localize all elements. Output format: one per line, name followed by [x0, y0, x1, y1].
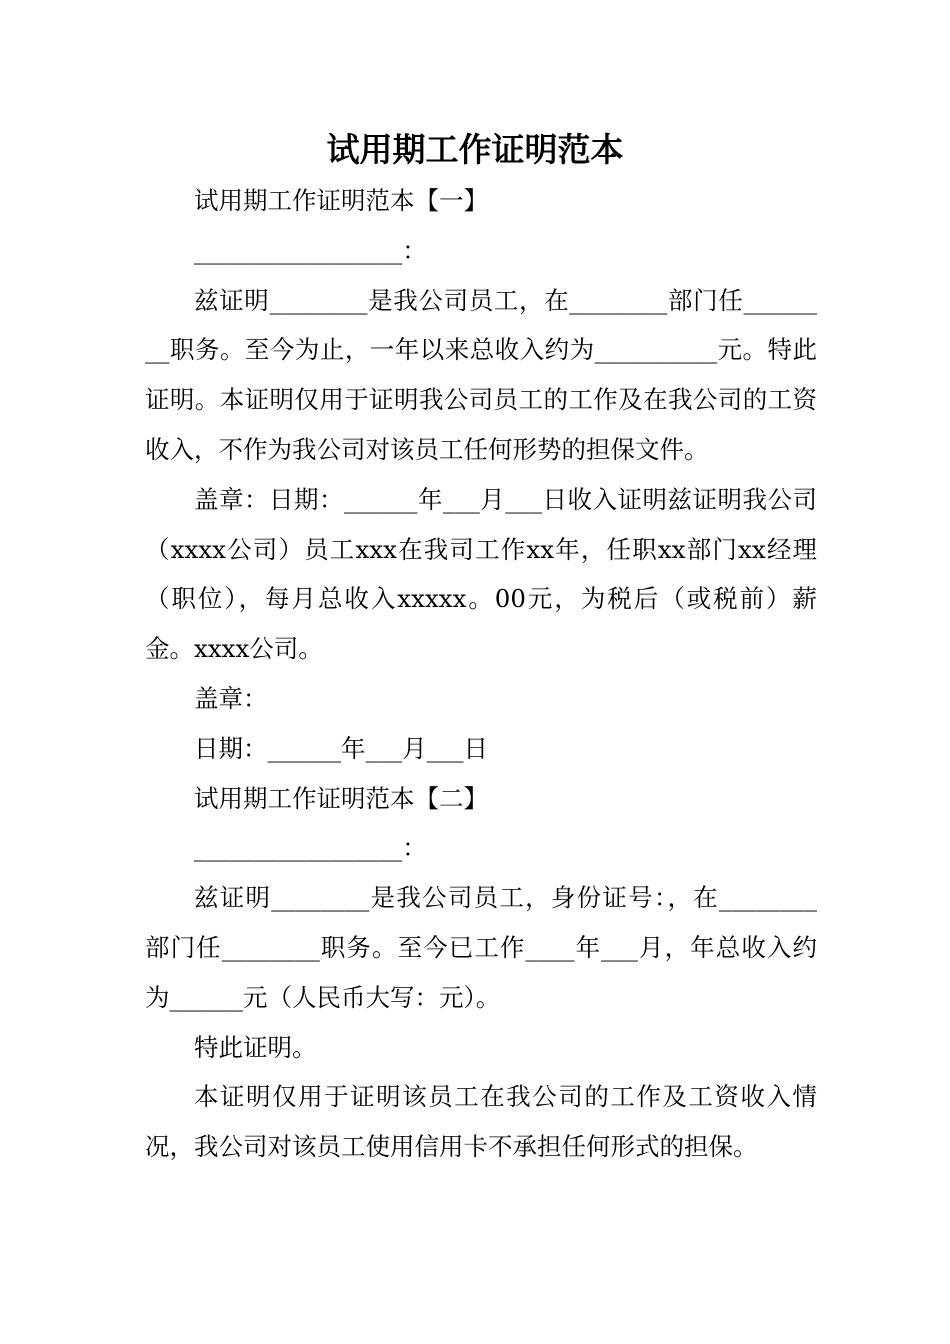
addressee-line-one: _________________：: [194, 235, 427, 265]
certificate-paragraph-one: 兹证明________是我公司员工，在________部门任________职务。至今为止，一年以来总收入约为__________元。特此证明。本证明仅用于证明我公司员工的工作及在我公司的工资收入，不作为我公司对该员工任何形势的担保文件。: [145, 285, 817, 464]
hereby-certified-line: 特此证明。: [194, 1032, 317, 1062]
document-title: 试用期工作证明范本: [326, 130, 624, 169]
document-body: [145, 176, 817, 1172]
section-heading-two: 试用期工作证明范本【二】: [194, 783, 488, 813]
addressee-line-two: _________________：: [194, 833, 427, 863]
certificate-paragraph-two: 兹证明________是我公司员工，身份证号：，在________部门任________职务。至今已工作____年___月，年总收入约为______元（人民币大写：元）。: [145, 883, 817, 1012]
section-heading-one: 试用期工作证明范本【一】: [194, 186, 488, 215]
date-line: 日期：______年___月___日: [194, 733, 488, 763]
seal-line: 盖章：: [194, 683, 268, 713]
disclaimer-paragraph: 本证明仅用于证明该员工在我公司的工作及工资收入情况，我公司对该员工使用信用卡不承担任何形式的担保。: [145, 1082, 817, 1162]
seal-date-income-paragraph: 盖章：日期：______年___月___日收入证明兹证明我公司（xxxx公司）员工xxx在我司工作xx年，任职xx部门xx经理（职位），每月总收入xxxxx。00元，为税后（或税前）薪金。xxxx公司。: [145, 484, 817, 664]
